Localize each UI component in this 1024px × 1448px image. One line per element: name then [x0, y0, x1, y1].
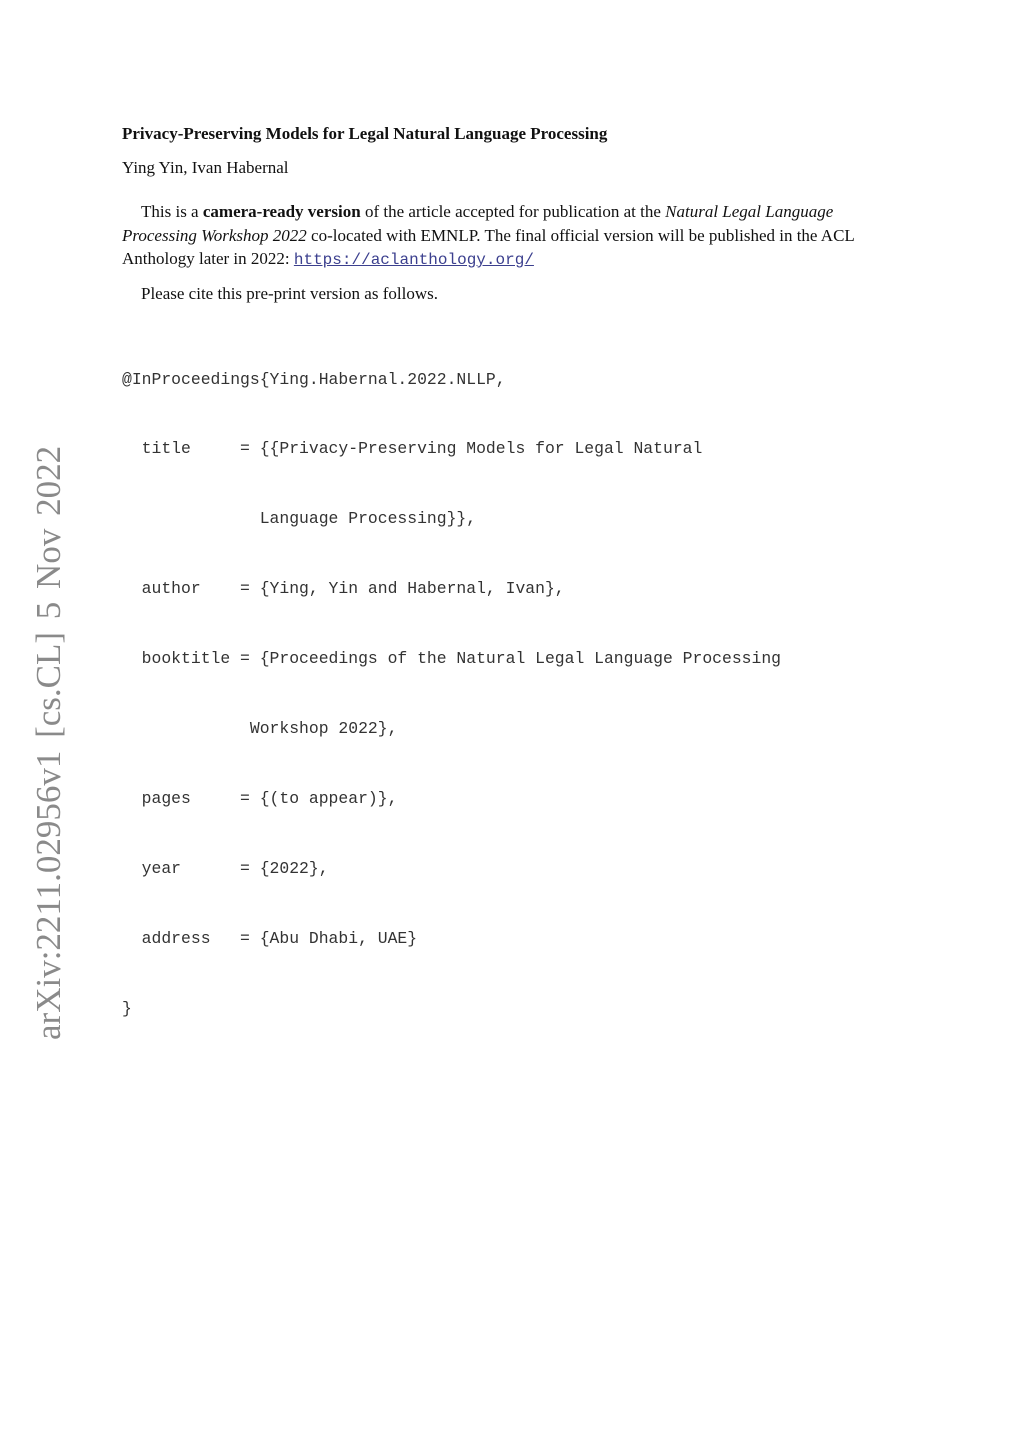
bibtex-line: Language Processing}}, — [122, 509, 477, 529]
bibtex-line: year = {2022}, — [122, 858, 329, 878]
acl-anthology-link[interactable]: https://aclanthology.org/ — [293, 251, 534, 269]
cite-instruction: Please cite this pre-print version as follows. — [141, 283, 438, 303]
bibtex-line: } — [122, 998, 132, 1018]
bibtex-line: author = {Ying, Yin and Habernal, Ivan}, — [122, 579, 565, 599]
bibtex-line: title = {{Privacy-Preserving Models for Legal Natural — [122, 439, 703, 459]
bibtex-line: @InProceedings{Ying.Habernal.2022.NLLP, — [122, 369, 506, 389]
bibtex-line: Workshop 2022}, — [122, 719, 398, 739]
arxiv-identifier-stamp: arXiv:2211.02956v1 [cs.CL] 5 Nov 2022 — [29, 445, 68, 1040]
notice-middle: of the article accepted for publication at the — [360, 202, 666, 221]
paper-title: Privacy-Preserving Models for Legal Natural Language Processing — [122, 124, 608, 143]
bibtex-line: booktitle = {Proceedings of the Natural Legal Language Processing — [122, 649, 782, 669]
notice-intro: This is a — [141, 202, 203, 221]
publication-notice — [122, 200, 912, 273]
paper-authors: Ying Yin, Ivan Habernal — [122, 158, 289, 177]
paper-cover — [122, 122, 912, 1067]
notice-bold-phrase: camera-ready version — [202, 202, 361, 221]
notice-after-venue: co-located with EMNLP. The final official version will be published in the ACL Anthology later in 2022: — [122, 225, 855, 268]
bibtex-line: pages = {(to appear)}, — [122, 788, 398, 808]
bibtex-entry — [122, 321, 912, 1067]
notice-venue: Natural Legal Language Processing Workshop 2022 — [122, 202, 834, 245]
bibtex-line: address = {Abu Dhabi, UAE} — [122, 928, 418, 948]
